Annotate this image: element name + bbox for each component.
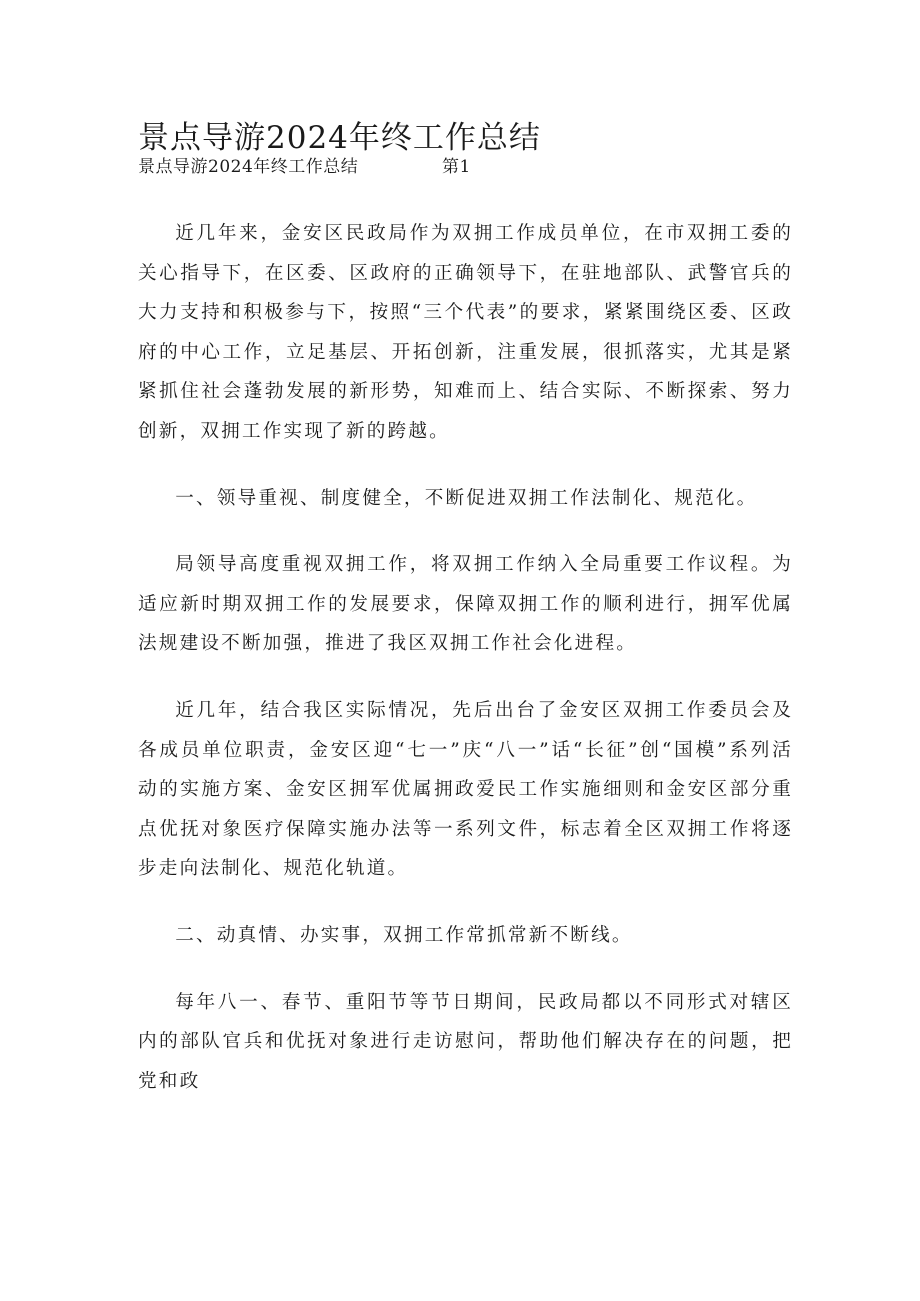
subtitle-row (138, 154, 471, 180)
document-body (138, 214, 793, 1101)
document-title: 景点导游2024年终工作总结 (138, 120, 541, 156)
body-paragraph: 每年八一、春节、重阳节等节日期间，民政局都以不同形式对辖区内的部队官兵和优抚对象进行走访慰问，帮助他们解决存在的问题，把党和政 (138, 991, 793, 1092)
body-paragraph: 局领导高度重视双拥工作，将双拥工作纳入全局重要工作议程。为适应新时期双拥工作的发展要求，保障双拥工作的顺利进行，拥军优属法规建设不断加强，推进了我区双拥工作社会化进程。 (138, 554, 793, 655)
section-heading: 二、动真情、办实事，双拥工作常抓常新不断线。 (175, 924, 633, 946)
body-paragraph: 近几年来，金安区民政局作为双拥工作成员单位，在市双拥工委的关心指导下，在区委、区政府的正确领导下，在驻地部队、武警官兵的大力支持和积极参与下，按照“三个代表”的要求，紧紧围绕区委、区政府的中心工作，立足基层、开拓创新，注重发展，很抓落实，尤其是紧紧抓住社会蓬勃发展的新形势，知难而上、结合实际、不断探索、努力创新，双拥工作实现了新的跨越。 (138, 223, 793, 442)
section-heading: 一、领导重视、制度健全，不断促进双拥工作法制化、规范化。 (175, 487, 758, 509)
document-subtitle: 景点导游2024年终工作总结 (138, 157, 359, 177)
page-marker: 第1 (442, 157, 471, 177)
body-paragraph: 近几年，结合我区实际情况，先后出台了金安区双拥工作委员会及各成员单位职责，金安区迎“七一”庆“八一”话“长征”创“国模”系列活动的实施方案、金安区拥军优属拥政爱民工作实施细则和金安区部分重点优抚对象医疗保障实施办法等一系列文件，标志着全区双拥工作将逐步走向法制化、规范化轨道。 (138, 699, 793, 880)
